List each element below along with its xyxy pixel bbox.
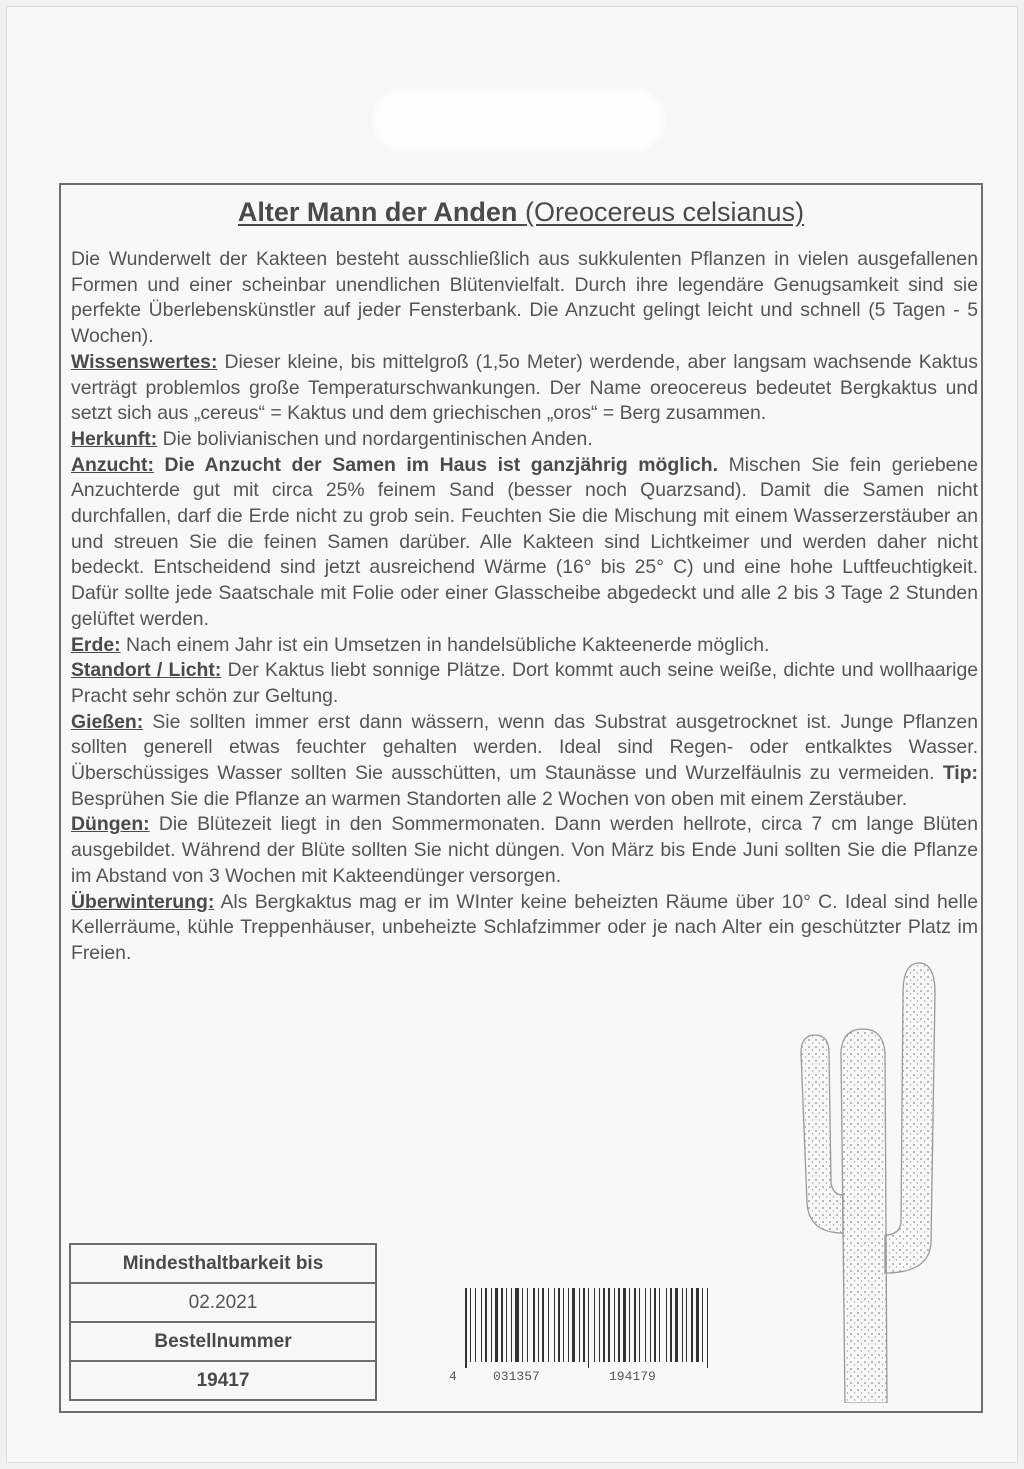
section-wissenswertes [71,350,978,427]
section-standort [71,658,978,709]
care-instructions [71,247,978,967]
common-name: Alter Mann der Anden [237,197,518,227]
section-label: Herkunft: [71,427,158,450]
best-before-value: 02.2021 [70,1283,376,1322]
latin-name: (Oreocereus celsianus) [524,197,805,227]
order-number-label: Bestellnummer [70,1322,376,1361]
section-label: Erde: [71,633,121,656]
section-text: Die bolivianischen und nordargentinischen Anden. [162,427,593,450]
seed-packet-back [6,6,1018,1463]
tip-label: Tip: [942,762,978,785]
section-label: Standort / Licht: [71,659,222,682]
section-text: Sie sollten immer erst dann wässern, wenn das Substrat ausgetrocknet ist. Junge Pflanzen sollten generell etwas feuchter gehalten werden. Ideal sind Regen- oder entkalktes Wasser. Überschüssiges Wasser sollten Sie ausschütten, um Staunässe und Wurzelfäulnis zu vermeiden. [71,710,979,785]
cactus-illustration [779,933,959,1403]
section-herkunft [71,427,978,453]
barcode [449,1288,711,1388]
info-table [69,1243,377,1401]
section-anzucht [71,453,978,633]
tip-text: Besprühen Sie die Pflanze an warmen Standorten alle 2 Wochen von oben mit einem Zerstäuber. [71,787,908,810]
section-label: Anzucht: [71,453,154,476]
barcode-bars [463,1288,711,1368]
page-title [61,197,981,228]
section-text: Nach einem Jahr ist ein Umsetzen in handelsübliche Kakteenerde möglich. [125,633,770,656]
section-label: Wissenswertes: [71,350,218,373]
order-number-value: 19417 [70,1361,376,1400]
section-text: Als Bergkaktus mag er im WInter keine beheizten Räume über 10° C. Ideal sind helle Kellerräume, kühle Treppenhäuser, unbeheizte Schlafzimmer oder je nach Alter ein geschützter Platz im Freien. [71,890,978,964]
section-text: Dieser kleine, bis mittelgroß (1,5o Meter) werdende, aber langsam wachsende Kaktus verträgt problemlos große Temperaturschwankungen. Der Name oreocereus bedeutet Bergkaktus und setzt sich aus „cereus“ = Kaktus und dem griechischen „oros“ = Berg zusammen. [71,350,978,425]
section-text: Der Kaktus liebt sonnige Plätze. Dort kommt auch seine weiße, dichte und wollhaarige Pracht sehr schön zur Geltung. [71,659,979,707]
hang-slot [369,85,669,155]
section-erde [71,633,978,659]
intro-paragraph: Die Wunderwelt der Kakteen besteht ausschließlich aus sukkulenten Pflanzen in vielen ausgefallenen Formen und einer scheinbar unendlichen Blütenvielfalt. Durch ihre legendäre Genugsamkeit sind sie perfekte Überlebenskünstler auf jeder Fensterbank. Die Anzucht gelingt leicht und schnell (5 Tagen - 5 Wochen). [71,248,978,348]
description-frame [59,183,983,1413]
section-label: Gießen: [71,710,144,733]
barcode-digit-group-2: 194179 [609,1369,656,1384]
best-before-label: Mindesthaltbarkeit bis [70,1244,376,1283]
section-label: Überwinterung: [71,890,215,913]
section-duengen [71,812,978,889]
section-label: Düngen: [71,813,150,836]
barcode-digit-first: 4 [449,1369,457,1384]
section-text: Die Blütezeit liegt in den Sommermonaten. Dann werden hellrote, circa 7 cm lange Blüten ausgebildet. Während der Blüte sollten Sie nicht düngen. Von März bis Ende Juni sollten Sie die Pflanze im Abstand von 3 Wochen mit Kakteendünger versorgen. [71,813,978,887]
section-giessen [71,710,978,813]
barcode-digits [449,1369,711,1389]
section-text: Mischen Sie fein geriebene Anzuchterde gut mit circa 25% feinem Sand (besser noch Quarzsand). Damit die Samen nicht durchfallen, darf die Erde nicht zu grob sein. Feuchten Sie die Mischung mit einem Wasserzerstäuber an und streuen Sie die feinen Samen darüber. Alle Kakteen sind Lichtkeimer und werden daher nicht bedeckt. Entscheidend sind jetzt ausreichend Wärme (16° bis 25° C) und eine hohe Luftfeuchtigkeit. Dafür sollte jede Saatschale mit Folie oder einer Glasscheibe abgedeckt und alle 2 bis 3 Tage 2 Stunden gelüftet werden. [71,453,978,630]
section-bold-text: Die Anzucht der Samen im Haus ist ganzjährig möglich. [164,453,719,476]
barcode-digit-group-1: 031357 [493,1369,540,1384]
